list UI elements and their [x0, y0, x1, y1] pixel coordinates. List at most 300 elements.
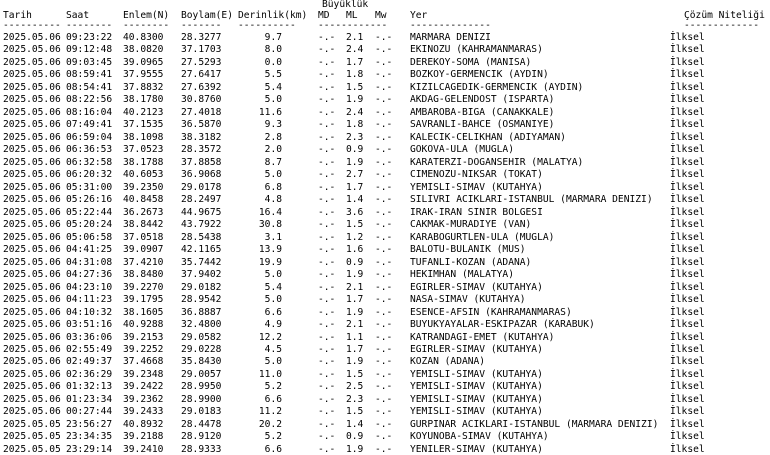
cell-lat: 37.0523: [123, 144, 164, 156]
cell-lat: 39.0965: [123, 56, 164, 68]
cell-md: -.-: [318, 443, 336, 455]
cell-lon: 37.9402: [181, 269, 222, 281]
cell-mw: -.-: [375, 231, 393, 243]
cell-date: 2025.05.06: [3, 319, 61, 331]
cell-ml: 2.3: [346, 131, 364, 143]
cell-md: -.-: [318, 281, 336, 293]
cell-md: -.-: [318, 81, 336, 93]
cell-quality: İlksel: [670, 56, 705, 68]
cell-time: 06:36:53: [66, 144, 113, 156]
cell-lon: 37.1703: [181, 44, 222, 56]
cell-depth: 5.4: [264, 81, 282, 93]
cell-ml: 1.9: [346, 356, 364, 368]
cell-time: 06:59:04: [66, 131, 113, 143]
cell-depth: 6.6: [264, 393, 282, 405]
cell-lon: 29.0057: [181, 368, 222, 380]
cell-date: 2025.05.06: [3, 69, 61, 81]
cell-mw: -.-: [375, 219, 393, 231]
cell-date: 2025.05.06: [3, 219, 61, 231]
cell-time: 06:20:32: [66, 169, 113, 181]
cell-date: 2025.05.06: [3, 81, 61, 93]
cell-place: ESENCE-AFSIN (KAHRAMANMARAS): [410, 306, 572, 318]
cell-lat: 39.0907: [123, 244, 164, 256]
cell-quality: İlksel: [670, 406, 705, 418]
cell-time: 02:49:37: [66, 356, 113, 368]
cell-place: MARMARA DENIZI: [410, 32, 491, 43]
cell-mw: -.-: [375, 344, 393, 355]
cell-depth: 5.2: [264, 431, 282, 443]
cell-depth: 0.0: [264, 56, 282, 68]
cell-lon: 28.4478: [181, 418, 222, 430]
cell-md: -.-: [318, 44, 336, 56]
cell-depth: 8.7: [264, 156, 282, 168]
cell-quality: İlksel: [670, 206, 705, 218]
cell-ml: 2.1: [346, 319, 364, 331]
cell-md: -.-: [318, 418, 336, 430]
col-header-date: Tarih: [3, 10, 32, 21]
cell-date: 2025.05.05: [3, 418, 61, 430]
table-row: [0, 283, 770, 293]
cell-md: -.-: [318, 331, 336, 343]
cell-time: 05:26:16: [66, 194, 113, 206]
cell-time: 04:31:08: [66, 256, 113, 268]
cell-ml: 1.5: [346, 406, 364, 418]
cell-quality: İlksel: [670, 144, 705, 156]
cell-date: 2025.05.06: [3, 181, 61, 193]
cell-lon: 35.7442: [181, 256, 222, 268]
cell-md: -.-: [318, 231, 336, 243]
cell-place: KALECIK-CELIKHAN (ADIYAMAN): [410, 131, 566, 143]
cell-place: CAKMAK-MURADIYE (VAN): [410, 219, 532, 231]
magnitude-group-label: Büyüklük: [322, 0, 369, 10]
table-row: [0, 95, 770, 105]
cell-ml: 1.7: [346, 181, 364, 193]
cell-mw: -.-: [375, 94, 393, 106]
cell-depth: 30.8: [258, 219, 282, 231]
cell-depth: 4.8: [264, 194, 282, 206]
cell-lat: 39.2153: [123, 331, 164, 343]
table-row: [0, 445, 770, 455]
cell-depth: 4.5: [264, 344, 282, 355]
cell-depth: 5.0: [264, 269, 282, 281]
table-row: [0, 183, 770, 193]
cell-date: 2025.05.06: [3, 131, 61, 143]
table-row: [0, 220, 770, 230]
cell-time: 08:22:56: [66, 94, 113, 106]
cell-lat: 37.1535: [123, 119, 164, 131]
cell-depth: 11.2: [258, 406, 282, 418]
table-row: [0, 233, 770, 243]
cell-depth: 8.0: [264, 44, 282, 56]
col-header-quality: Çözüm Niteliği: [684, 10, 765, 21]
cell-lon: 36.5870: [181, 119, 222, 131]
cell-lon: 28.3277: [181, 32, 222, 43]
cell-date: 2025.05.05: [3, 443, 61, 455]
cell-lon: 32.4800: [181, 319, 222, 331]
cell-mw: -.-: [375, 406, 393, 418]
cell-quality: İlksel: [670, 156, 705, 168]
cell-lat: 37.4210: [123, 256, 164, 268]
cell-time: 07:49:41: [66, 119, 113, 131]
table-row: [0, 58, 770, 68]
cell-lat: 38.0820: [123, 44, 164, 56]
cell-quality: İlksel: [670, 169, 705, 181]
cell-ml: 1.9: [346, 269, 364, 281]
cell-place: KOZAN (ADANA): [410, 356, 486, 368]
cell-md: -.-: [318, 356, 336, 368]
cell-time: 03:36:06: [66, 331, 113, 343]
cell-lon: 28.9120: [181, 431, 222, 443]
cell-time: 05:31:00: [66, 181, 113, 193]
cell-md: -.-: [318, 431, 336, 443]
cell-date: 2025.05.06: [3, 169, 61, 181]
cell-quality: İlksel: [670, 219, 705, 231]
cell-lon: 27.6392: [181, 81, 222, 93]
cell-ml: 2.5: [346, 381, 364, 393]
col-header-place: Yer: [410, 10, 428, 21]
cell-lat: 39.1795: [123, 294, 164, 306]
cell-mw: -.-: [375, 106, 393, 118]
cell-ml: 1.8: [346, 119, 364, 131]
table-row: [0, 420, 770, 430]
table-row: [0, 83, 770, 93]
cell-mw: -.-: [375, 194, 393, 206]
cell-date: 2025.05.06: [3, 356, 61, 368]
cell-time: 04:23:10: [66, 281, 113, 293]
cell-depth: 5.4: [264, 281, 282, 293]
cell-lat: 37.0518: [123, 231, 164, 243]
cell-lat: 38.8480: [123, 269, 164, 281]
cell-time: 09:12:48: [66, 44, 113, 56]
cell-ml: 1.4: [346, 418, 364, 430]
cell-md: -.-: [318, 169, 336, 181]
cell-lon: 28.9542: [181, 294, 222, 306]
cell-place: KARATERZI-DOGANSEHIR (MALATYA): [410, 156, 584, 168]
cell-lon: 29.0178: [181, 181, 222, 193]
table-row: [0, 333, 770, 343]
cell-quality: İlksel: [670, 119, 705, 131]
cell-quality: İlksel: [670, 319, 705, 331]
cell-time: 06:32:58: [66, 156, 113, 168]
cell-time: 05:06:58: [66, 231, 113, 243]
cell-quality: İlksel: [670, 194, 705, 206]
cell-md: -.-: [318, 219, 336, 231]
col-header-lon: Boylam(E): [181, 10, 233, 21]
table-row: [0, 120, 770, 130]
cell-date: 2025.05.06: [3, 156, 61, 168]
cell-lon: 28.3572: [181, 144, 222, 156]
cell-lon: 36.9068: [181, 169, 222, 181]
cell-lat: 39.2433: [123, 406, 164, 418]
cell-ml: 1.4: [346, 194, 364, 206]
cell-place: BOZKOY-GERMENCIK (AYDIN): [410, 69, 549, 81]
cell-ml: 1.8: [346, 69, 364, 81]
cell-lat: 39.2188: [123, 431, 164, 443]
cell-place: BALOTU-BULANIK (MUS): [410, 244, 526, 256]
cell-depth: 19.9: [258, 256, 282, 268]
cell-depth: 5.0: [264, 169, 282, 181]
sep-place: --------------: [410, 20, 491, 31]
cell-place: GURPINAR ACIKLARI-ISTANBUL (MARMARA DENIZI): [410, 418, 659, 430]
cell-ml: 1.5: [346, 81, 364, 93]
cell-quality: İlksel: [670, 181, 705, 193]
cell-quality: İlksel: [670, 94, 705, 106]
cell-mw: -.-: [375, 306, 393, 318]
cell-time: 08:59:41: [66, 69, 113, 81]
cell-depth: 6.6: [264, 443, 282, 455]
sep-quality: -------------: [684, 20, 760, 31]
cell-place: NASA-SIMAV (KUTAHYA): [410, 294, 526, 306]
cell-time: 23:29:14: [66, 443, 113, 455]
cell-mw: -.-: [375, 181, 393, 193]
cell-lat: 38.1605: [123, 306, 164, 318]
cell-time: 08:16:04: [66, 106, 113, 118]
cell-md: -.-: [318, 32, 336, 43]
cell-time: 09:03:45: [66, 56, 113, 68]
cell-time: 04:41:25: [66, 244, 113, 256]
cell-quality: İlksel: [670, 381, 705, 393]
cell-place: SAVRANLI-BAHCE (OSMANIYE): [410, 119, 555, 131]
cell-lat: 39.2252: [123, 344, 164, 355]
cell-ml: 1.9: [346, 94, 364, 106]
cell-time: 23:34:35: [66, 431, 113, 443]
cell-quality: İlksel: [670, 131, 705, 143]
cell-depth: 13.9: [258, 244, 282, 256]
table-row: [0, 45, 770, 55]
cell-lat: 40.2123: [123, 106, 164, 118]
cell-depth: 16.4: [258, 206, 282, 218]
cell-lat: 40.8932: [123, 418, 164, 430]
cell-quality: İlksel: [670, 443, 705, 455]
cell-lon: 29.0228: [181, 344, 222, 355]
cell-md: -.-: [318, 393, 336, 405]
cell-md: -.-: [318, 269, 336, 281]
cell-depth: 11.0: [258, 368, 282, 380]
cell-md: -.-: [318, 244, 336, 256]
sep-lat: --------: [123, 20, 170, 31]
cell-place: KIZILCAGEDIK-GERMENCIK (AYDIN): [410, 81, 584, 93]
sep-date: ----------: [3, 20, 61, 31]
cell-date: 2025.05.05: [3, 431, 61, 443]
cell-lat: 40.8458: [123, 194, 164, 206]
cell-lat: 40.8300: [123, 32, 164, 43]
cell-mw: -.-: [375, 244, 393, 256]
sep-depth: ----------: [238, 20, 296, 31]
cell-depth: 5.5: [264, 69, 282, 81]
cell-place: EGIRLER-SIMAV (KUTAHYA): [410, 281, 543, 293]
cell-time: 04:11:23: [66, 294, 113, 306]
cell-ml: 1.1: [346, 331, 364, 343]
magnitude-group-header-line: [0, 0, 770, 10]
cell-ml: 1.5: [346, 219, 364, 231]
col-header-lat: Enlem(N): [123, 10, 170, 21]
cell-md: -.-: [318, 319, 336, 331]
cell-date: 2025.05.06: [3, 368, 61, 380]
cell-mw: -.-: [375, 131, 393, 143]
cell-place: YEMISLI-SIMAV (KUTAHYA): [410, 368, 543, 380]
cell-lon: 29.0182: [181, 281, 222, 293]
cell-date: 2025.05.06: [3, 194, 61, 206]
cell-quality: İlksel: [670, 306, 705, 318]
cell-quality: İlksel: [670, 244, 705, 256]
cell-time: 05:22:44: [66, 206, 113, 218]
table-row: [0, 133, 770, 143]
cell-lon: 36.8887: [181, 306, 222, 318]
cell-md: -.-: [318, 344, 336, 355]
table-row: [0, 245, 770, 255]
cell-md: -.-: [318, 306, 336, 318]
table-row: [0, 270, 770, 280]
cell-depth: 5.0: [264, 94, 282, 106]
table-row: [0, 208, 770, 218]
cell-mw: -.-: [375, 81, 393, 93]
cell-ml: 0.9: [346, 144, 364, 156]
cell-mw: -.-: [375, 32, 393, 43]
cell-date: 2025.05.06: [3, 281, 61, 293]
cell-lon: 43.7922: [181, 219, 222, 231]
cell-md: -.-: [318, 381, 336, 393]
cell-quality: İlksel: [670, 281, 705, 293]
table-row: [0, 320, 770, 330]
cell-date: 2025.05.06: [3, 344, 61, 355]
cell-mw: -.-: [375, 206, 393, 218]
cell-time: 09:23:22: [66, 32, 113, 43]
cell-md: -.-: [318, 256, 336, 268]
cell-depth: 6.8: [264, 181, 282, 193]
cell-date: 2025.05.06: [3, 44, 61, 56]
cell-lat: 38.1788: [123, 156, 164, 168]
table-row: [0, 170, 770, 180]
cell-depth: 6.6: [264, 306, 282, 318]
sep-lon: -------: [181, 20, 222, 31]
cell-place: YENILER-SIMAV (KUTAHYA): [410, 443, 543, 455]
cell-quality: İlksel: [670, 269, 705, 281]
cell-ml: 1.7: [346, 56, 364, 68]
cell-mw: -.-: [375, 281, 393, 293]
cell-ml: 2.4: [346, 44, 364, 56]
cell-place: HEKIMHAN (MALATYA): [410, 269, 514, 281]
cell-date: 2025.05.06: [3, 331, 61, 343]
cell-time: 05:20:24: [66, 219, 113, 231]
cell-lat: 39.2422: [123, 381, 164, 393]
cell-md: -.-: [318, 131, 336, 143]
cell-md: -.-: [318, 69, 336, 81]
cell-time: 04:27:36: [66, 269, 113, 281]
table-row: [0, 195, 770, 205]
cell-date: 2025.05.06: [3, 256, 61, 268]
table-row: [0, 308, 770, 318]
cell-lat: 39.2362: [123, 393, 164, 405]
cell-date: 2025.05.06: [3, 381, 61, 393]
cell-date: 2025.05.06: [3, 231, 61, 243]
cell-mw: -.-: [375, 156, 393, 168]
cell-ml: 0.9: [346, 431, 364, 443]
table-row: [0, 258, 770, 268]
cell-lon: 27.4018: [181, 106, 222, 118]
cell-lat: 38.8442: [123, 219, 164, 231]
cell-mw: -.-: [375, 144, 393, 156]
cell-lon: 28.9333: [181, 443, 222, 455]
cell-mw: -.-: [375, 56, 393, 68]
cell-quality: İlksel: [670, 431, 705, 443]
cell-lon: 44.9675: [181, 206, 222, 218]
cell-lat: 37.8832: [123, 81, 164, 93]
cell-ml: 1.6: [346, 244, 364, 256]
cell-lon: 29.0582: [181, 331, 222, 343]
cell-quality: İlksel: [670, 231, 705, 243]
cell-place: GOKOVA-ULA (MUGLA): [410, 144, 514, 156]
cell-place: KOYUNOBA-SIMAV (KUTAHYA): [410, 431, 549, 443]
cell-md: -.-: [318, 106, 336, 118]
table-row: [0, 395, 770, 405]
cell-quality: İlksel: [670, 344, 705, 355]
cell-mw: -.-: [375, 256, 393, 268]
cell-quality: İlksel: [670, 418, 705, 430]
cell-date: 2025.05.06: [3, 144, 61, 156]
cell-date: 2025.05.06: [3, 306, 61, 318]
cell-lon: 37.8858: [181, 156, 222, 168]
table-row: [0, 33, 770, 43]
cell-mw: -.-: [375, 431, 393, 443]
sep-time: --------: [66, 20, 113, 31]
cell-ml: 1.9: [346, 306, 364, 318]
cell-md: -.-: [318, 56, 336, 68]
cell-md: -.-: [318, 406, 336, 418]
cell-place: AMBAROBA-BIGA (CANAKKALE): [410, 106, 555, 118]
table-row: [0, 370, 770, 380]
cell-lon: 38.3182: [181, 131, 222, 143]
table-row: [0, 382, 770, 392]
cell-depth: 2.0: [264, 144, 282, 156]
cell-quality: İlksel: [670, 81, 705, 93]
cell-place: SILIVRI ACIKLARI-ISTANBUL (MARMARA DENIZI): [410, 194, 653, 206]
cell-place: YEMISLI-SIMAV (KUTAHYA): [410, 381, 543, 393]
cell-time: 02:55:49: [66, 344, 113, 355]
table-row: [0, 158, 770, 168]
cell-depth: 5.0: [264, 294, 282, 306]
cell-place: KATRANDAGI-EMET (KUTAHYA): [410, 331, 555, 343]
cell-depth: 4.9: [264, 319, 282, 331]
cell-ml: 1.2: [346, 231, 364, 243]
cell-mw: -.-: [375, 169, 393, 181]
cell-quality: İlksel: [670, 368, 705, 380]
col-header-md: MD: [318, 10, 330, 21]
cell-mw: -.-: [375, 393, 393, 405]
cell-place: DEREKOY-SOMA (MANISA): [410, 56, 532, 68]
cell-lon: 30.8760: [181, 94, 222, 106]
cell-date: 2025.05.06: [3, 119, 61, 131]
table-row: [0, 407, 770, 417]
cell-time: 23:56:27: [66, 418, 113, 430]
cell-ml: 0.9: [346, 256, 364, 268]
cell-lat: 37.9555: [123, 69, 164, 81]
cell-md: -.-: [318, 119, 336, 131]
cell-lat: 37.4668: [123, 356, 164, 368]
cell-ml: 3.6: [346, 206, 364, 218]
cell-mw: -.-: [375, 319, 393, 331]
cell-lon: 27.5293: [181, 56, 222, 68]
cell-date: 2025.05.06: [3, 393, 61, 405]
cell-ml: 2.1: [346, 281, 364, 293]
cell-place: EKINOZU (KAHRAMANMARAS): [410, 44, 543, 56]
cell-place: IRAK-IRAN SINIR BOLGESI: [410, 206, 543, 218]
cell-md: -.-: [318, 206, 336, 218]
cell-lon: 28.9950: [181, 381, 222, 393]
cell-lon: 42.1165: [181, 244, 222, 256]
cell-mw: -.-: [375, 356, 393, 368]
cell-md: -.-: [318, 194, 336, 206]
cell-lat: 38.1780: [123, 94, 164, 106]
